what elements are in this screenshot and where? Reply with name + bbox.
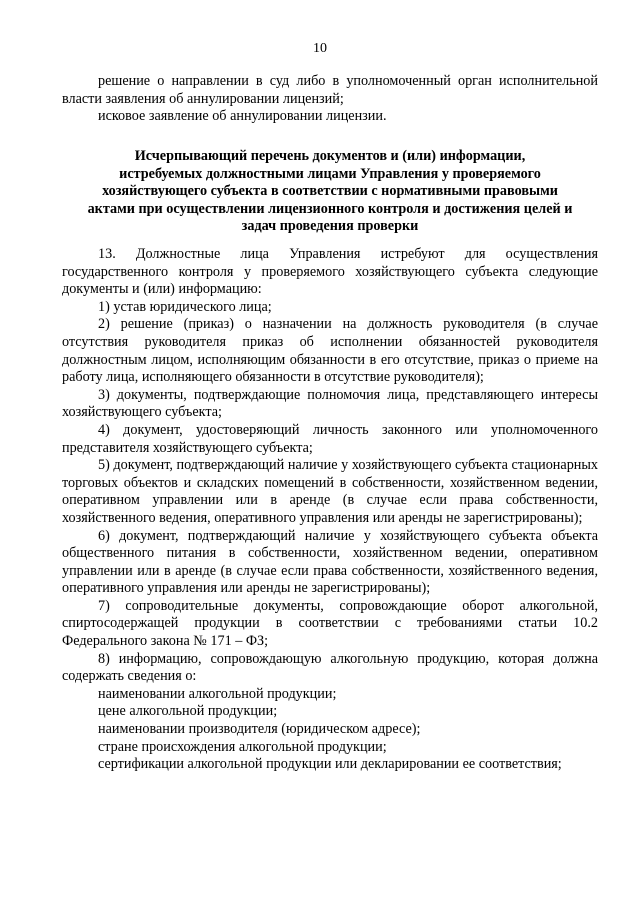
clause-13 [62,246,598,774]
preceding-list [62,73,598,126]
clause-item-6: 6) документ, подтверждающий наличие у хозяйствующего субъекта объекта общественного питания в собственности, хозяйственном ведении, оперативном управлении или в аренде (в случае если права собственности, хозяйственного ведения, оперативного управления или аренды не зарегистрированы); [62,527,598,597]
clause-intro: 13. Должностные лица Управления истребуют для осуществления государственного контроля у проверяемого хозяйствующего субъекта следующие документы и (или) информацию: [62,246,598,298]
preceding-list-item: исковое заявление об аннулировании лицензии. [98,108,387,125]
clause-item-5: 5) документ, подтверждающий наличие у хозяйствующего субъекта стационарных торговых объектов и складских помещений в собственности, хозяйственном ведении, оперативном управлении или в аренде (в случае если права собственности, хозяйственного ведения, оперативного управления или аренды не зарегистрированы); [62,457,598,526]
heading-line: задач проведения проверки [241,218,419,235]
page-number: 10 [313,41,327,56]
clause-item-2: 2) решение (приказ) о назначении на должность руководителя (в случае отсутствия руководителя приказ об исполнении обязанностей руководителя должностным лицом, исполняющим обязанности в его отсутствие, приказ о приеме на работу лица, исполняющего обязанности в отсутствие руководителя); [62,316,598,386]
heading-line: хозяйствующего субъекта в соответствии с нормативными правовыми [102,183,558,200]
subitem: цене алкогольной продукции; [98,703,278,720]
section-heading [62,148,598,236]
subitem: наименовании алкогольной продукции; [98,685,337,702]
preceding-list-item: решение о направлении в суд либо в уполномоченный орган исполнительной власти заявления об аннулировании лицензий; [62,73,598,107]
subitem: стране происхождения алкогольной продукции; [98,738,387,755]
subitem: сертификации алкогольной продукции или декларировании ее соответствия; [98,756,562,773]
subitem: наименовании производителя (юридическом адресе); [98,721,421,738]
clause-item-7: 7) сопроводительные документы, сопровождающие оборот алкогольной, спиртосодержащей продукции в соответствии с требованиями статьи 10.2 Федерального закона № 171 – ФЗ; [62,597,598,650]
clause-item-4: 4) документ, удостоверяющий личность законного или уполномоченного представителя хозяйствующего субъекта; [62,421,598,456]
clause-item-1: 1) устав юридического лица; [98,298,272,315]
clause-item-8: 8) информацию, сопровождающую алкогольную продукцию, которая должна содержать сведения о: [62,650,598,685]
heading-line: истребуемых должностными лицами Управления у проверяемого [119,165,541,182]
heading-line: актами при осуществлении лицензионного контроля и достижения целей и [87,200,573,217]
heading-line: Исчерпывающий перечень документов и (или) информации, [134,148,526,164]
clause-item-3: 3) документы, подтверждающие полномочия лица, представляющего интересы хозяйствующего субъекта; [62,386,598,421]
